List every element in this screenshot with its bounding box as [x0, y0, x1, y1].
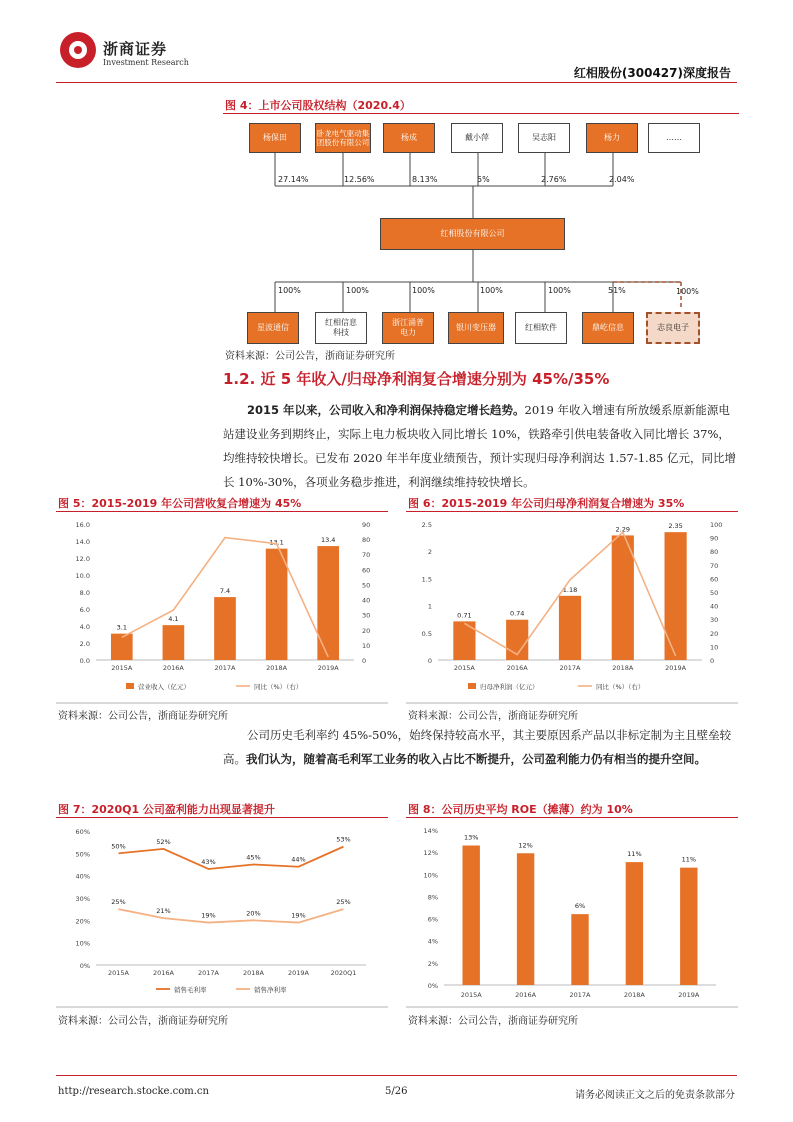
legend-label: 销售净利率 [254, 986, 287, 994]
shareholder-box: 杨成 [383, 123, 435, 153]
legend-label: 销售毛利率 [174, 986, 207, 994]
y-tick-label: 0.5 [421, 629, 432, 638]
bar [571, 914, 588, 985]
bar [111, 634, 133, 660]
bar [612, 535, 634, 660]
y-tick-label: 8% [427, 893, 438, 902]
y-tick-label: 60% [75, 828, 90, 836]
y-tick-label: 4.0 [79, 623, 90, 631]
bar-data-label: 7.4 [219, 587, 231, 596]
y2-tick-label: 20 [710, 629, 719, 638]
paragraph-1 [223, 398, 739, 494]
bar [517, 853, 534, 985]
subsidiary-box: 红相软件 [515, 312, 567, 344]
paragraph-1-bold: 2015 年以来，公司收入和净利润保持稳定增长趋势。 [247, 403, 525, 417]
x-tick-label: 2018A [266, 664, 288, 672]
bar [214, 597, 236, 660]
y-tick-label: 0% [427, 982, 438, 990]
shareholder-box: 吴志阳 [518, 123, 570, 153]
subsidiary-pct: 51% [608, 286, 626, 295]
point-data-label: 43% [201, 857, 216, 866]
fig7-chart [56, 819, 388, 1007]
bar-data-label: 4.1 [168, 615, 179, 624]
y2-tick-label: 0 [362, 657, 367, 665]
logo-en: Investment Research [103, 58, 189, 67]
fig6-source: 资料来源：公司公告，浙商证券研究所 [408, 711, 578, 722]
x-tick-label: 2016A [153, 969, 174, 977]
y-tick-label: 0 [427, 657, 432, 665]
fig8-title: 图 8：公司历史平均 ROE（摊薄）约为 10% [408, 803, 633, 816]
y-tick-label: 14.0 [75, 538, 90, 546]
fig8-source: 资料来源：公司公告，浙商证券研究所 [408, 1016, 578, 1027]
bar [266, 549, 288, 660]
y-tick-label: 12.0 [75, 555, 90, 563]
x-tick-label: 2015A [111, 664, 133, 672]
y-tick-label: 0% [79, 962, 90, 970]
y-tick-label: 30% [75, 895, 90, 903]
bar-data-label: 13.4 [320, 536, 336, 545]
fig7-top-rule [56, 817, 388, 818]
point-data-label: 19% [291, 911, 306, 920]
y-tick-label: 4% [427, 937, 438, 946]
bar [462, 846, 479, 986]
bar-data-label: 0.74 [509, 609, 525, 618]
shareholder-pct: 2.04% [609, 175, 635, 184]
shareholder-pct: 12.56% [344, 175, 375, 184]
fig6-top-rule [406, 511, 738, 512]
fig5-title: 图 5：2015-2019 年公司营收复合增速为 45% [58, 497, 302, 510]
point-data-label: 53% [336, 835, 351, 844]
bar-data-label: 6% [574, 902, 586, 911]
footer-divider [56, 1075, 737, 1076]
bar-data-label: 11% [627, 850, 642, 859]
y2-tick-label: 60 [710, 575, 719, 584]
y2-tick-label: 90 [710, 534, 719, 543]
y2-tick-label: 80 [710, 548, 719, 557]
point-data-label: 19% [201, 911, 216, 920]
fig5-chart [56, 513, 388, 703]
report-title: 红相股份(300427)深度报告 [573, 66, 731, 80]
subsidiary-pct: 100% [548, 286, 571, 295]
y-tick-label: 14% [423, 827, 438, 835]
y-tick-label: 2% [427, 959, 438, 968]
series-line [119, 909, 344, 922]
fig8-top-rule [406, 817, 738, 818]
x-tick-label: 2016A [515, 991, 537, 999]
y-tick-label: 50% [75, 850, 90, 859]
point-data-label: 45% [246, 853, 261, 862]
subsidiary-box: 星波通信 [247, 312, 299, 344]
y2-tick-label: 70 [710, 561, 719, 570]
y2-tick-label: 30 [710, 616, 719, 625]
footer-url[interactable]: http://research.stocke.com.cn [58, 1086, 209, 1097]
y2-tick-label: 20 [362, 626, 371, 635]
subsidiary-box: 浙江涌普电力 [382, 312, 434, 344]
shareholder-pct: 5% [477, 175, 490, 184]
paragraph-2-bold: 我们认为，随着高毛利军工业务的收入占比不断提升，公司盈利能力仍有相当的提升空间。 [246, 752, 706, 766]
y2-tick-label: 80 [362, 536, 371, 545]
paragraph-1-text: 2019 年收入增速有所放缓系原新能源电站建设业务到期终止，实际上电力板块收入同比增长 10%，铁路牵引供电装备收入同比增长 37%，均维持较快增长。已发布 2020 年半年度业绩预告，预计实现归母净利润达 1.57-1.85 亿元，同比增长 10%-30%，各项业务稳步推进，利润继续维持较快增长。 [223, 403, 736, 489]
legend-line-label: 同比（%）（右） [254, 683, 303, 691]
shareholder-box: …… [648, 123, 700, 153]
point-data-label: 21% [156, 907, 171, 916]
point-data-label: 50% [111, 842, 126, 851]
x-tick-label: 2015A [460, 991, 482, 999]
y-tick-label: 8.0 [79, 589, 90, 597]
x-tick-label: 2015A [108, 969, 129, 977]
y-tick-label: 1.5 [421, 575, 432, 584]
series-line [119, 847, 344, 869]
point-data-label: 20% [246, 909, 261, 918]
y2-tick-label: 10 [710, 643, 719, 652]
x-tick-label: 2018A [612, 664, 634, 672]
x-tick-label: 2017A [569, 991, 591, 999]
legend-bar-swatch [468, 683, 476, 689]
y2-tick-label: 0 [710, 657, 715, 665]
section-title: 1.2. 近 5 年收入/归母净利润复合增速分别为 45%/35% [223, 370, 610, 388]
x-tick-label: 2020Q1 [330, 969, 357, 977]
y-tick-label: 2.5 [421, 521, 432, 529]
fig5-source: 资料来源：公司公告，浙商证券研究所 [58, 711, 228, 722]
x-tick-label: 2017A [214, 664, 236, 672]
y2-tick-label: 50 [710, 589, 719, 597]
y-tick-label: 20% [75, 917, 90, 926]
x-tick-label: 2016A [506, 664, 528, 672]
x-tick-label: 2016A [162, 664, 184, 672]
bar-data-label: 2.35 [668, 522, 683, 531]
y-tick-label: 2.0 [79, 640, 90, 648]
x-tick-label: 2018A [623, 991, 645, 999]
company-logo-icon [60, 32, 96, 68]
y-tick-label: 40% [75, 872, 90, 881]
bar [626, 862, 643, 985]
subsidiary-pct: 100% [412, 286, 435, 295]
y-tick-label: 10% [75, 939, 90, 948]
y2-tick-label: 30 [362, 611, 371, 620]
paragraph-2 [223, 723, 739, 771]
shareholder-pct: 27.14% [278, 175, 309, 184]
fig8-chart [406, 819, 738, 1007]
y-tick-label: 1 [427, 602, 432, 611]
subsidiary-pct: 100% [676, 287, 699, 296]
subsidiary-box: 志良电子 [646, 312, 700, 344]
shareholder-pct: 8.13% [412, 175, 438, 184]
shareholder-box: 杨力 [586, 123, 638, 153]
paragraph-2-text: 公司历史毛利率约 45%-50%，始终保持较高水平，其主要原因系产品以非标定制为主且壁垒较高。 [223, 728, 732, 766]
x-tick-label: 2019A [665, 664, 687, 672]
bar-data-label: 13% [463, 833, 479, 842]
bar [680, 868, 697, 985]
point-data-label: 25% [336, 898, 351, 907]
company-box: 红相股份有限公司 [380, 218, 565, 250]
y-tick-label: 16.0 [75, 521, 90, 529]
legend-bar-swatch [126, 683, 134, 689]
x-tick-label: 2015A [453, 664, 475, 672]
bar [665, 532, 687, 660]
y-tick-label: 10.0 [75, 572, 90, 580]
fig5-top-rule [56, 511, 388, 512]
subsidiary-pct: 100% [346, 286, 369, 295]
y-tick-label: 6.0 [79, 606, 90, 614]
x-tick-label: 2017A [198, 969, 219, 977]
bar [163, 625, 185, 660]
x-tick-label: 2019A [678, 991, 700, 999]
point-data-label: 25% [111, 898, 126, 907]
bar-data-label: 3.1 [116, 623, 127, 632]
fig6-bottom-rule [406, 702, 738, 704]
bar-data-label: 12% [518, 841, 533, 850]
subsidiary-box: 银川变压器 [448, 312, 504, 344]
disclaimer-note: 请务必阅读正文之后的免责条款部分 [575, 1090, 735, 1101]
subsidiary-pct: 100% [278, 286, 301, 295]
y2-tick-label: 100 [710, 521, 723, 529]
subsidiary-pct: 100% [480, 286, 503, 295]
bar-data-label: 0.71 [457, 611, 472, 620]
y-tick-label: 0.0 [79, 657, 90, 665]
bar [559, 596, 581, 660]
subsidiary-box: 红相信息科技 [315, 312, 367, 344]
x-tick-label: 2019A [317, 664, 339, 672]
fig8-bottom-rule [406, 1006, 738, 1008]
fig6-chart [406, 513, 738, 703]
y-tick-label: 6% [427, 915, 438, 924]
bar-data-label: 11% [681, 855, 697, 864]
legend-bar-label: 营业收入（亿元） [138, 683, 190, 691]
fig4-title: 图 4：上市公司股权结构（2020.4） [225, 99, 411, 112]
point-data-label: 44% [291, 855, 306, 864]
fig5-bottom-rule [56, 702, 388, 704]
fig7-title: 图 7：2020Q1 公司盈利能力出现显著提升 [58, 803, 275, 816]
x-tick-label: 2019A [288, 969, 309, 977]
y-tick-label: 12% [423, 849, 438, 858]
y2-tick-label: 50 [362, 581, 371, 590]
bar [317, 546, 339, 660]
y2-tick-label: 40 [362, 596, 371, 605]
subsidiary-box: 鼎屹信息 [582, 312, 634, 344]
header-divider [56, 82, 737, 83]
shareholder-pct: 2.76% [541, 175, 567, 184]
fig6-title: 图 6：2015-2019 年公司归母净利润复合增速为 35% [408, 497, 685, 510]
fig4-source: 资料来源：公司公告，浙商证券研究所 [225, 351, 395, 362]
x-tick-label: 2018A [243, 969, 264, 977]
y2-tick-label: 90 [362, 521, 371, 529]
shareholder-box: 戴小萍 [451, 123, 503, 153]
shareholder-box: 杨保田 [249, 123, 301, 153]
bar-data-label: 2.29 [615, 525, 631, 534]
y-tick-label: 10% [423, 871, 438, 880]
y-tick-label: 2 [427, 548, 432, 557]
y2-tick-label: 10 [362, 641, 371, 650]
fig7-source: 资料来源：公司公告，浙商证券研究所 [58, 1016, 228, 1027]
logo-cn: 浙商证券 [103, 40, 168, 58]
legend-bar-label: 归母净利润（亿元） [480, 683, 539, 691]
bar-data-label: 13.1 [269, 538, 284, 547]
page-number: 5/26 [385, 1086, 408, 1097]
legend-line-label: 同比（%）（右） [596, 683, 645, 691]
shareholder-box: 卧龙电气驱动集团股份有限公司 [315, 123, 371, 153]
y2-tick-label: 60 [362, 566, 371, 575]
y2-tick-label: 70 [362, 551, 371, 560]
bar-data-label: 1.18 [562, 585, 578, 594]
fig7-bottom-rule [56, 1006, 388, 1008]
point-data-label: 52% [156, 837, 171, 846]
y2-tick-label: 40 [710, 602, 719, 611]
x-tick-label: 2017A [559, 664, 581, 672]
